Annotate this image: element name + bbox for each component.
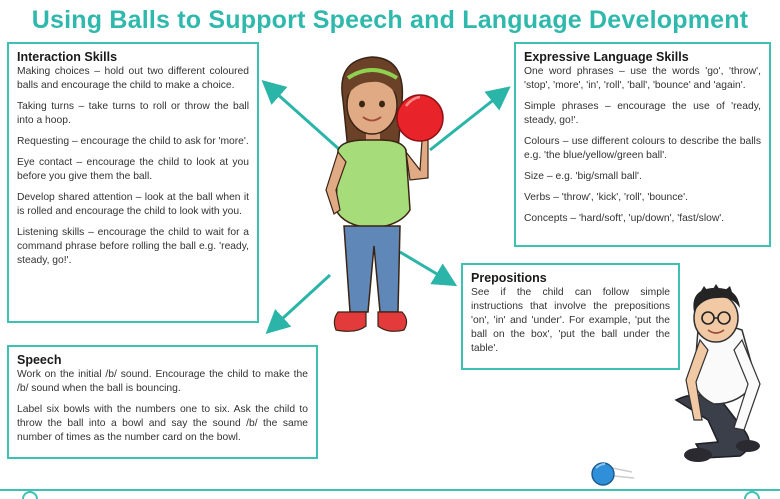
prepositions-item: See if the child can follow simple instructions that involve the prepositions 'on', 'in' and 'under'. For example, 'put the ball on the box', 'put the ball under the table'. — [471, 287, 670, 354]
expressive-item: Concepts – 'hard/soft', 'up/down', 'fast/slow'. — [524, 213, 725, 224]
prepositions-heading: Prepositions — [471, 271, 547, 285]
expressive-item: Size – e.g. 'big/small ball'. — [524, 171, 642, 182]
page-title: Using Balls to Support Speech and Language Development — [31, 6, 749, 34]
expressive-language-heading: Expressive Language Skills — [524, 50, 689, 64]
interaction-item: Taking turns – take turns to roll or throw the ball into a hoop. — [17, 101, 249, 126]
bottom-divider — [0, 489, 780, 499]
speech-heading: Speech — [17, 353, 62, 367]
speech-item: Work on the initial /b/ sound. Encourage the child to make the /b/ sound when the ball is bouncing. — [17, 369, 308, 394]
interaction-item: Eye contact – encourage the child to look at you before you give them the ball. — [17, 157, 249, 182]
blue-ball-icon — [592, 463, 634, 485]
girl-holding-red-ball-illustration — [326, 57, 443, 331]
expressive-item: Colours – use different colours to describe the balls e.g. 'the blue/yellow/green ball'. — [524, 136, 761, 161]
interaction-skills-heading: Interaction Skills — [17, 50, 118, 64]
expressive-item: Verbs – 'throw', 'kick', 'roll', 'bounce'. — [524, 192, 688, 203]
interaction-item: Requesting – encourage the child to ask for 'more'. — [17, 136, 249, 147]
interaction-item: Develop shared attention – look at the ball when it is rolled and encourage the child to look with you. — [17, 192, 249, 217]
speech-item: Label six bowls with the numbers one to six. Ask the child to throw the ball into a bowl and say the sound /b/ the same number of times as the number card on the bowl. — [17, 404, 308, 443]
interaction-item: Listening skills – encourage the child to wait for a command phrase before rolling the ball e.g. 'ready, steady, go!'. — [17, 227, 249, 266]
boy-sitting-illustration — [676, 284, 760, 462]
expressive-item: One word phrases – use the words 'go', 'throw', 'stop', 'more', 'in', 'roll', 'ball', 'bounce' and 'again'. — [524, 66, 761, 91]
interaction-item: Making choices – hold out two different coloured balls and encourage the child to make a choice. — [17, 66, 249, 91]
expressive-item: Simple phrases – encourage the use of 'ready, steady, go!'. — [524, 101, 761, 126]
